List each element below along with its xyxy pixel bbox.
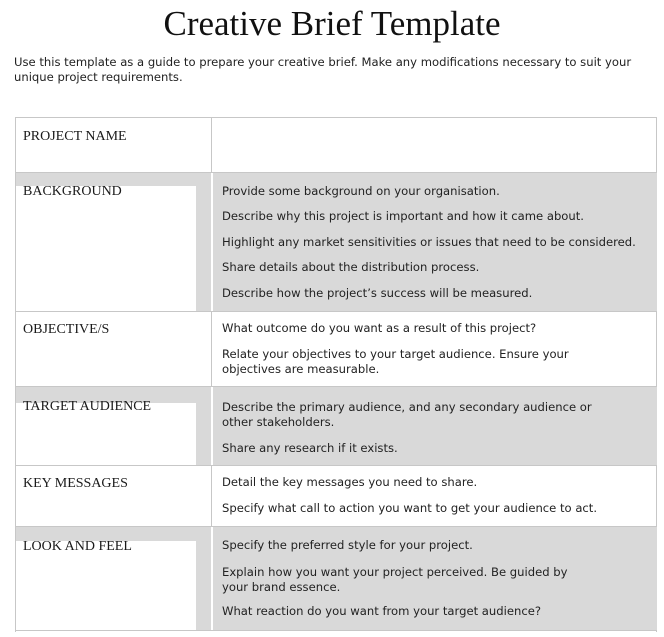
row-label-target-audience: TARGET AUDIENCE xyxy=(23,399,152,414)
row-label-background: BACKGROUND xyxy=(23,184,122,199)
row-label-key-messages: KEY MESSAGES xyxy=(23,476,128,491)
row-line: Highlight any market sensitivities or issues that need to be considered. xyxy=(222,235,636,249)
row-line: Specify the preferred style for your project. xyxy=(222,538,473,552)
row-line: Provide some background on your organisation. xyxy=(222,184,500,198)
column-divider xyxy=(211,387,213,465)
intro-text: Use this template as a guide to prepare your creative brief. Make any modifications necessary to suit your unique project requirements. xyxy=(14,55,632,84)
column-divider xyxy=(211,173,213,311)
table-border-bottom xyxy=(15,630,657,631)
row-line: Describe the primary audience, and any secondary audience or other stakeholders. xyxy=(222,400,592,429)
table-row-project-name xyxy=(16,117,657,172)
row-label-objectives: OBJECTIVE/S xyxy=(23,322,110,337)
column-divider xyxy=(211,312,212,386)
row-line: Describe how the project’s success will be measured. xyxy=(222,286,533,300)
table-row-target-audience xyxy=(16,386,657,465)
row-line: What outcome do you want as a result of this project? xyxy=(222,321,537,335)
column-divider xyxy=(211,118,212,172)
row-line: What reaction do you want from your target audience? xyxy=(222,604,541,618)
page-title: Creative Brief Template xyxy=(163,4,501,43)
table-row-look-and-feel xyxy=(16,526,657,630)
row-line: Relate your objectives to your target audience. Ensure your objectives are measurable. xyxy=(222,347,569,376)
row-line: Share any research if it exists. xyxy=(222,441,398,455)
row-line: Describe why this project is important and how it came about. xyxy=(222,209,584,223)
column-divider xyxy=(211,527,213,630)
row-line: Detail the key messages you need to share. xyxy=(222,475,478,489)
label-cell-background xyxy=(16,186,196,312)
table-row-background xyxy=(16,172,657,311)
table-row-objectives xyxy=(16,311,657,386)
table-row-key-messages xyxy=(16,465,657,526)
row-label-project-name: PROJECT NAME xyxy=(23,129,127,144)
row-line: Explain how you want your project perceived. Be guided by your brand essence. xyxy=(222,565,568,594)
row-label-look-and-feel: LOOK AND FEEL xyxy=(23,539,132,554)
row-line: Specify what call to action you want to get your audience to act. xyxy=(222,501,598,515)
row-line: Share details about the distribution process. xyxy=(222,260,480,274)
column-divider xyxy=(211,466,212,526)
